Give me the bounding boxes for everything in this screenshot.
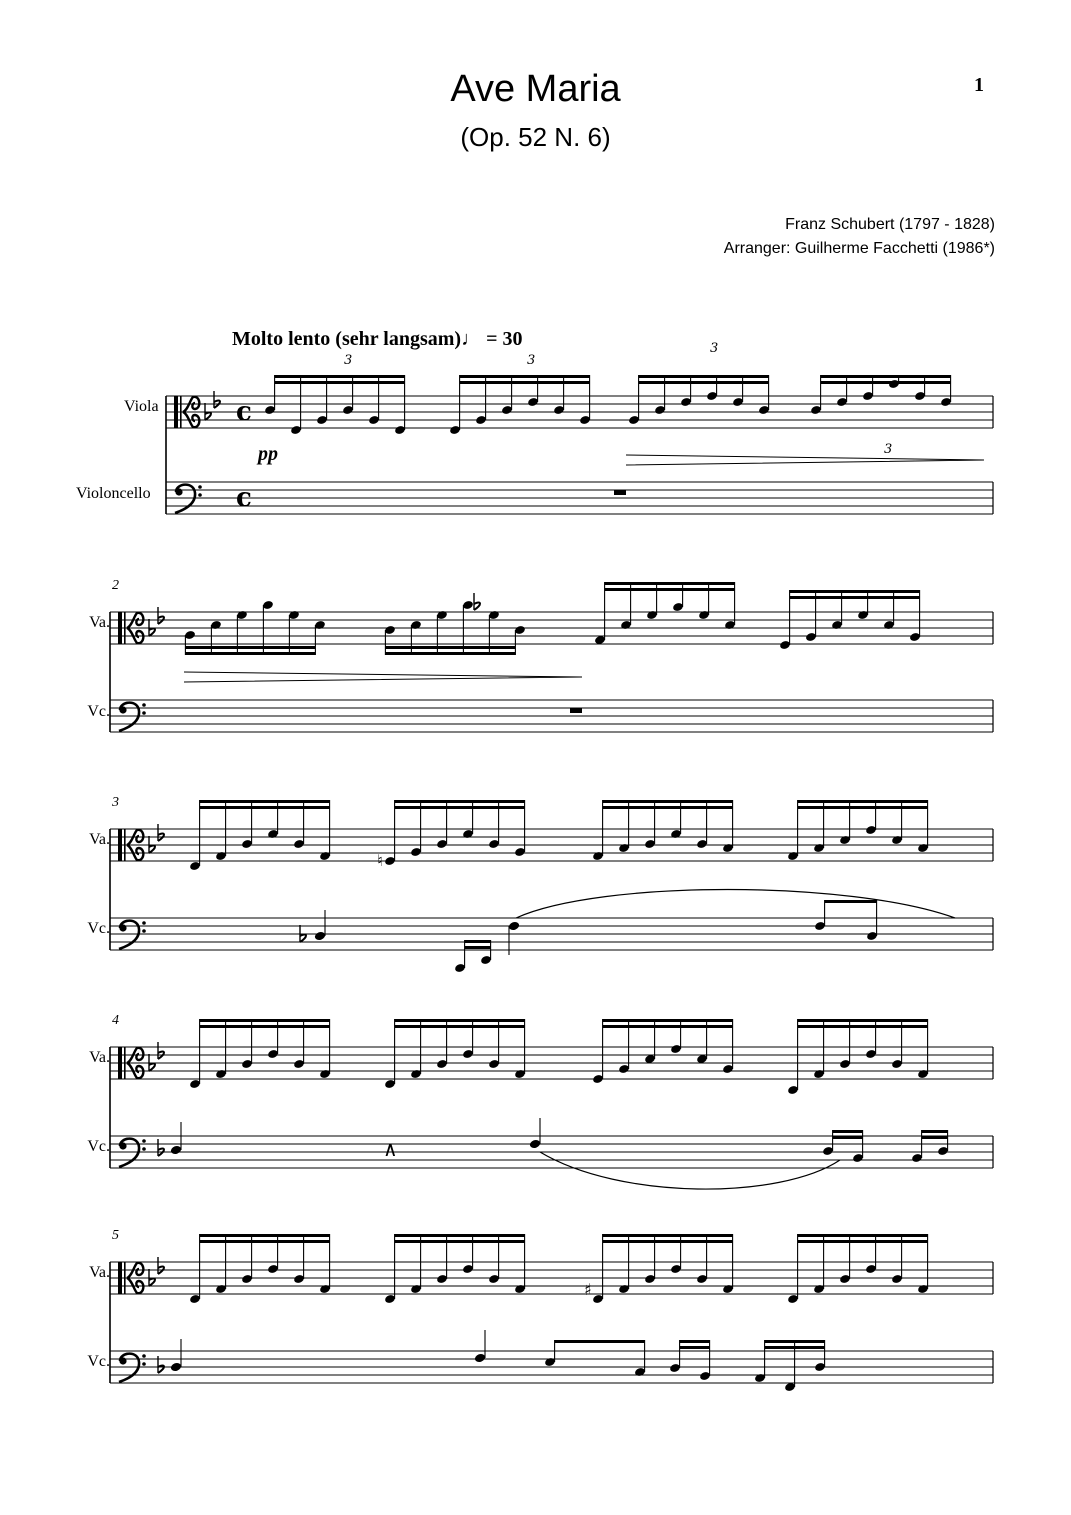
beam [833, 1136, 863, 1139]
beam [798, 1240, 928, 1243]
beam [765, 1346, 825, 1349]
beam [200, 800, 330, 803]
beamed-note-group [787, 800, 929, 861]
clef-dot [119, 924, 126, 931]
common-time-icon: c [236, 483, 252, 513]
flat-icon [158, 1139, 164, 1156]
page-number: 1 [974, 74, 984, 96]
beam [922, 1130, 948, 1133]
notehead [529, 1139, 541, 1150]
beamed-note-group [264, 375, 406, 435]
flat-icon [158, 607, 164, 624]
beam [200, 1234, 330, 1237]
beam [603, 800, 733, 803]
flat-bowl [158, 1366, 164, 1373]
composer-credit: Franz Schubert (1797 - 1828) [785, 216, 995, 233]
clef-dot [142, 1139, 146, 1143]
beam [185, 646, 315, 649]
beam [385, 652, 515, 655]
beamed-note-group [184, 600, 326, 655]
beam [680, 1340, 710, 1343]
beamed-note-group [592, 800, 734, 861]
slur [540, 1152, 840, 1189]
beamed-note-group [814, 900, 878, 941]
clef-bar [174, 396, 178, 428]
clef-bar [180, 396, 182, 428]
beam [765, 1340, 825, 1343]
bass-clef-icon [119, 703, 146, 731]
score-title: Ave Maria [450, 68, 621, 110]
crescendo-hairpin [626, 455, 984, 465]
beam [605, 582, 735, 585]
flat-icon [158, 824, 164, 841]
flat-bowl [149, 629, 155, 636]
bass-clef-icon [119, 921, 146, 949]
beamed-note-group [628, 375, 770, 425]
tuplet-number: 3 [710, 341, 719, 356]
beam [395, 1240, 525, 1243]
beam [680, 1346, 710, 1349]
clef-dot [119, 1142, 126, 1149]
instrument-label-cello: Violoncello [76, 485, 151, 502]
beamed-note-group [822, 1130, 864, 1163]
flat-bowl [300, 935, 306, 942]
clef-dot [142, 921, 146, 925]
clef-dot [198, 485, 202, 489]
beam [385, 646, 515, 649]
beam [275, 375, 405, 378]
instrument-label-viola: Va. [89, 831, 110, 848]
staff [110, 1136, 993, 1168]
clef-bar [124, 1262, 126, 1294]
slur [516, 890, 955, 919]
notehead [170, 1145, 182, 1156]
beam [395, 800, 525, 803]
bass-clef-icon [119, 1139, 146, 1167]
clef-dot [198, 493, 202, 497]
clef-bar [124, 612, 126, 644]
beam [603, 1025, 733, 1028]
flat-bowl [149, 1279, 155, 1286]
beam [603, 1240, 733, 1243]
clef-bar [118, 829, 122, 861]
beamed-note-group [810, 375, 952, 415]
notehead [170, 1362, 182, 1373]
quarter-rest: ∧ [383, 1137, 398, 1161]
instrument-label-cello: Vc. [87, 920, 110, 937]
beam [798, 800, 928, 803]
instrument-label-cello: Vc. [87, 703, 110, 720]
beam [185, 652, 315, 655]
beam [465, 940, 491, 943]
beamed-note-group [754, 1340, 826, 1392]
beam [798, 1234, 928, 1237]
beamed-note-group [384, 600, 526, 655]
dynamic-marking: pp [258, 443, 278, 465]
beam [395, 1025, 525, 1028]
bass-clef-icon [175, 485, 202, 513]
beam [605, 588, 735, 591]
beam [603, 1234, 733, 1237]
beam [798, 1025, 928, 1028]
beam [275, 381, 405, 384]
sharp-icon: ♯ [584, 1280, 592, 1299]
clef-dot [142, 1354, 146, 1358]
bar-number: 4 [112, 1013, 119, 1028]
clef-bar [118, 612, 122, 644]
clef-dot [142, 703, 146, 707]
beam [821, 375, 951, 378]
beam [639, 381, 769, 384]
clef-dot [142, 1362, 146, 1366]
whole-rest-icon [570, 708, 582, 713]
clef-dot [142, 711, 146, 715]
tuplet-number: 3 [344, 353, 353, 368]
whole-rest-icon [614, 490, 626, 495]
beamed-note-group [449, 375, 591, 435]
beam [200, 1025, 330, 1028]
beam [465, 946, 491, 949]
clef-dot [119, 1357, 126, 1364]
beamed-note-group [384, 800, 526, 866]
tuplet-number: 3 [884, 442, 893, 457]
beam [603, 1019, 733, 1022]
beam [790, 596, 920, 599]
clef-dot [175, 488, 182, 495]
flat-icon [474, 593, 480, 610]
notehead [474, 1353, 486, 1364]
score-subtitle: (Op. 52 N. 6) [460, 122, 611, 152]
beam [833, 1130, 863, 1133]
flat-bowl [474, 603, 480, 610]
clef-bar [124, 1047, 126, 1079]
beam [200, 1019, 330, 1022]
beamed-note-group [592, 1019, 734, 1084]
staff [166, 396, 993, 428]
instrument-label-viola: Va. [89, 1264, 110, 1281]
beam [603, 806, 733, 809]
beam [798, 806, 928, 809]
arranger-credit: Arranger: Guilherme Facchetti (1986*) [723, 240, 995, 257]
flat-icon [158, 1042, 164, 1059]
bass-clef-icon [119, 1354, 146, 1382]
flat-bowl [149, 1064, 155, 1071]
beamed-note-group [454, 940, 492, 973]
beam [821, 381, 951, 384]
beamed-note-group [787, 1019, 929, 1095]
beam [395, 806, 525, 809]
instrument-label-viola: Va. [89, 1049, 110, 1066]
clef-bar [124, 829, 126, 861]
clef-dot [142, 1147, 146, 1151]
instrument-label-viola: Viola [124, 398, 159, 415]
beamed-note-group [911, 1130, 949, 1163]
beam [798, 1019, 928, 1022]
notehead [508, 921, 520, 932]
clef-dot [119, 706, 126, 713]
beam [460, 381, 590, 384]
clef-bar [118, 1047, 122, 1079]
tempo-text: Molto lento (sehr langsam) [232, 328, 462, 350]
crescendo-hairpin [184, 672, 582, 682]
beam [395, 1234, 525, 1237]
instrument-label-cello: Vc. [87, 1138, 110, 1155]
staff [110, 1351, 993, 1383]
tempo-value: = 30 [486, 328, 523, 350]
quarter-note-icon: ♩ [461, 328, 482, 350]
bar-number: 3 [112, 795, 119, 810]
beam [922, 1136, 948, 1139]
beam [825, 900, 877, 903]
flat-icon [158, 1257, 164, 1274]
clef-dot [142, 929, 146, 933]
staff [166, 482, 993, 514]
bar-number: 5 [112, 1228, 119, 1243]
beam [395, 1019, 525, 1022]
beam [555, 1340, 645, 1343]
instrument-label-viola: Va. [89, 614, 110, 631]
staff [110, 1262, 993, 1294]
beam [460, 375, 590, 378]
staff [110, 700, 993, 732]
bar-number: 2 [112, 578, 119, 593]
common-time-icon: c [236, 397, 252, 427]
flat-bowl [149, 846, 155, 853]
beam [639, 375, 769, 378]
beam [200, 806, 330, 809]
flat-bowl [205, 413, 211, 420]
tuplet-number: 3 [527, 353, 536, 368]
flat-icon [214, 391, 220, 408]
staff [110, 918, 993, 950]
staff [110, 1047, 993, 1079]
beam [200, 1240, 330, 1243]
beam [790, 590, 920, 593]
notehead [314, 931, 326, 942]
clef-bar [118, 1262, 122, 1294]
instrument-label-cello: Vc. [87, 1353, 110, 1370]
natural-icon: ♮ [377, 851, 383, 870]
